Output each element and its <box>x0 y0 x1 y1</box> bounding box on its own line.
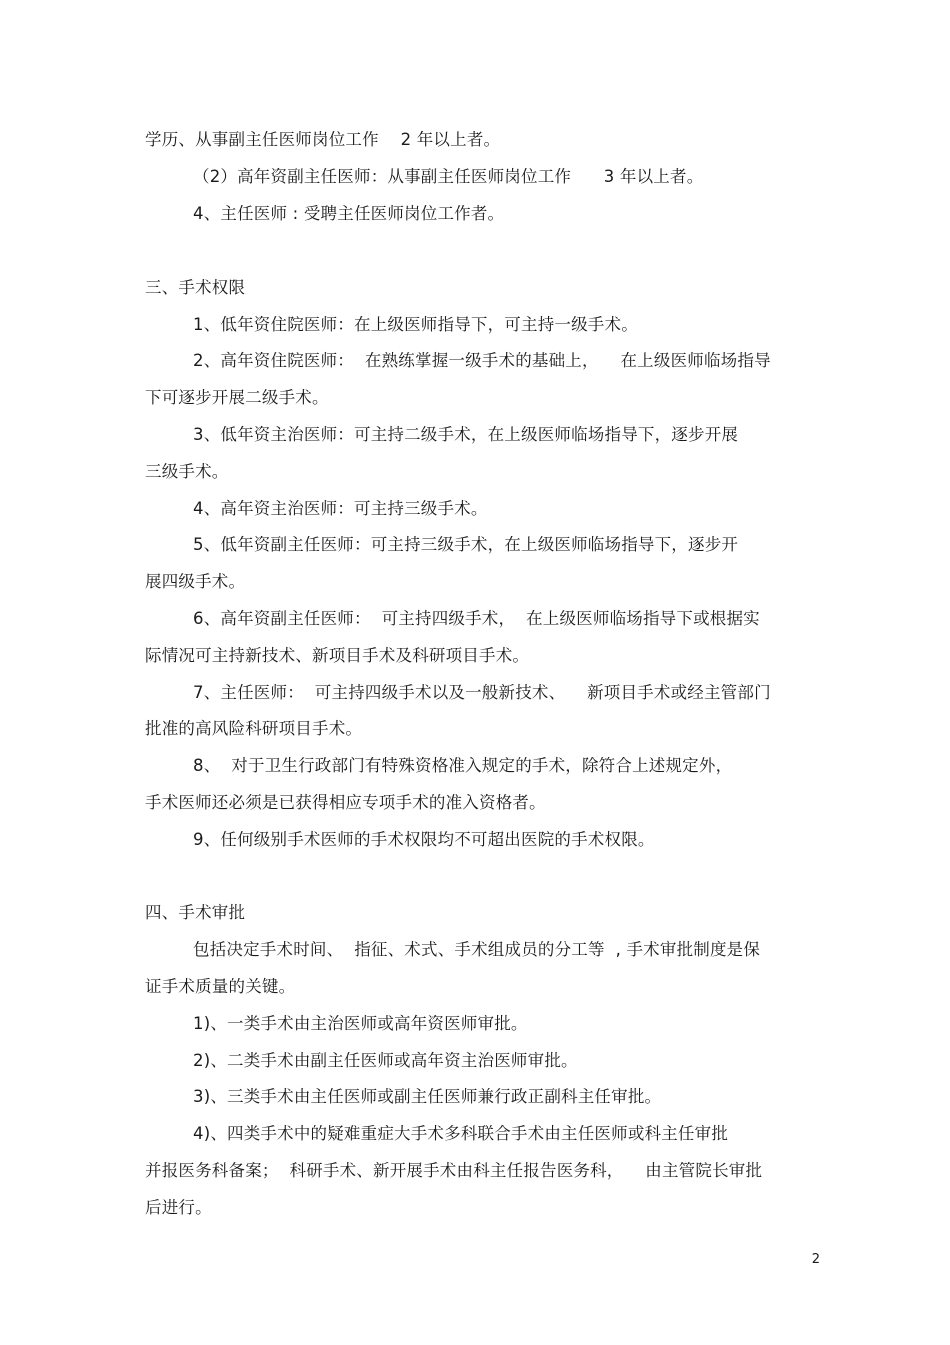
text-line-28: 后进行。 <box>145 1198 212 1217</box>
text-line-25: 3)、三类手术由主任医师或副主任医师兼行政正副科主任审批。 <box>193 1087 662 1106</box>
text-line-26: 4)、四类手术中的疑难重症大手术多科联合手术由主任医师或科主任审批 <box>193 1124 729 1143</box>
text-line-13: 6、高年资副主任医师： 可主持四级手术， 在上级医师临场指导下或根据实 <box>193 609 760 628</box>
section-heading-4: 四、手术审批 <box>145 903 246 922</box>
page-number: 2 <box>811 1252 820 1267</box>
text-line-7: 下可逐步开展二级手术。 <box>145 388 329 407</box>
text-line-11: 5、低年资副主任医师：可主持三级手术，在上级医师临场指导下，逐步开 <box>193 535 739 554</box>
text-line-2: （2）高年资副主任医师：从事副主任医师岗位工作 3 年以上者。 <box>193 167 704 186</box>
text-line-3: 4、主任医师 : 受聘主任医师岗位工作者。 <box>193 204 505 223</box>
text-line-23: 1)、一类手术由主治医师或高年资医师审批。 <box>193 1014 528 1033</box>
text-line-14: 际情况可主持新技术、新项目手术及科研项目手术。 <box>145 646 530 665</box>
text-line-5: 1、低年资住院医师：在上级医师指导下，可主持一级手术。 <box>193 315 638 334</box>
text-line-22: 证手术质量的关键。 <box>145 977 296 996</box>
text-line-9: 三级手术。 <box>145 462 229 481</box>
text-line-21: 包括决定手术时间、 指征、术式、手术组成员的分工等 , 手术审批制度是保 <box>193 940 761 959</box>
text-line-10: 4、高年资主治医师：可主持三级手术。 <box>193 499 488 518</box>
text-line-1: 学历、从事副主任医师岗位工作 2 年以上者。 <box>145 130 501 149</box>
text-line-24: 2)、二类手术由副主任医师或高年资主治医师审批。 <box>193 1051 578 1070</box>
text-line-8: 3、低年资主治医师：可主持二级手术，在上级医师临场指导下，逐步开展 <box>193 425 739 444</box>
text-line-18: 手术医师还必须是已获得相应专项手术的准入资格者。 <box>145 793 546 812</box>
text-line-6: 2、高年资住院医师： 在熟练掌握一级手术的基础上， 在上级医师临场指导 <box>193 351 771 370</box>
text-line-19: 9、任何级别手术医师的手术权限均不可超出医院的手术权限。 <box>193 830 655 849</box>
text-line-27: 并报医务科备案； 科研手术、新开展手术由科主任报告医务科， 由主管院长审批 <box>145 1161 763 1180</box>
text-line-16: 批准的高风险科研项目手术。 <box>145 719 363 738</box>
text-line-12: 展四级手术。 <box>145 572 246 591</box>
text-line-15: 7、主任医师： 可主持四级手术以及一般新技术、 新项目手术或经主管部门 <box>193 683 771 702</box>
section-heading-3: 三、手术权限 <box>145 278 246 297</box>
text-line-17: 8、 对于卫生行政部门有特殊资格准入规定的手术，除符合上述规定外， <box>193 756 733 775</box>
